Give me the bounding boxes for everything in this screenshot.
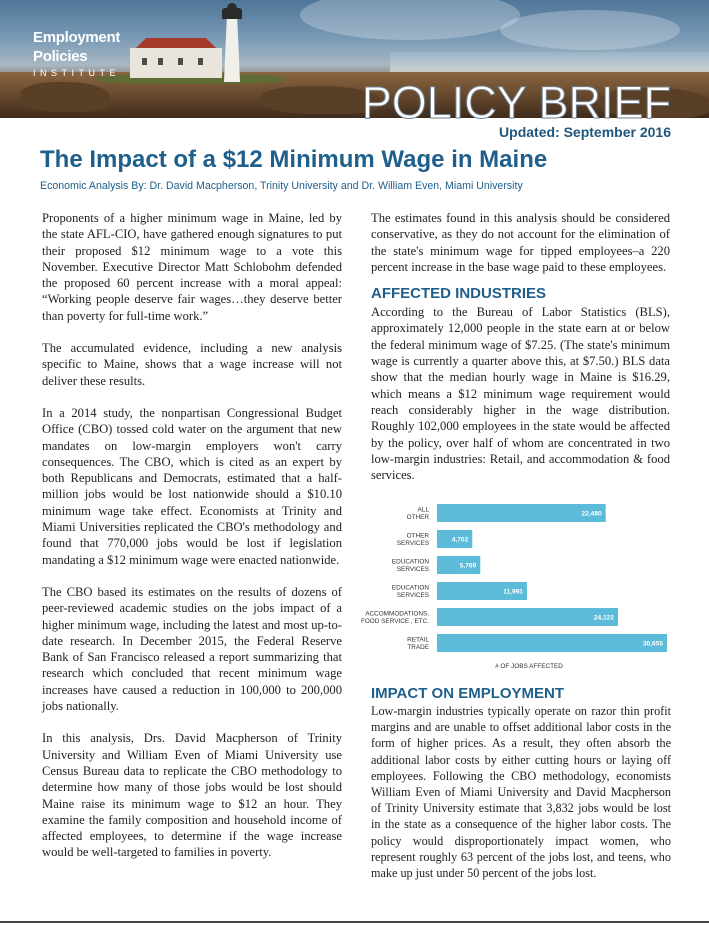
logo-line-1: Employment bbox=[33, 29, 121, 46]
house-window bbox=[142, 58, 147, 65]
left-column bbox=[42, 210, 342, 877]
lighthouse-lantern bbox=[222, 8, 242, 19]
house-window bbox=[198, 58, 203, 65]
bar-5 bbox=[437, 634, 667, 652]
bar-value-label-2: 5,769 bbox=[459, 562, 477, 570]
paragraph: In this analysis, Drs. David Macpherson of Trinity University and William Even of Miami University use Census Bureau data to replicate the CBO methodology to determine how many of those jobs would be lost should Maine raise its minimum wage to $12 an hour. They examine the family composition and household income of affected employees, to determine if the wage increase would be well-targeted to families in poverty. bbox=[42, 731, 342, 860]
category-label-4-0: ACCOMMODATIONS, bbox=[365, 610, 429, 618]
policy-brief-label: POLICY BRIEF bbox=[361, 77, 671, 128]
category-label-0-0: ALL bbox=[417, 506, 429, 514]
bar-value-label-0: 22,480 bbox=[581, 510, 602, 518]
x-axis-label: # OF JOBS AFFECTED bbox=[495, 663, 563, 668]
category-label-3-0: EDUCATION bbox=[391, 584, 429, 592]
bar-value-label-4: 24,122 bbox=[593, 614, 614, 622]
category-label-1-1: SERVICES bbox=[396, 539, 429, 547]
category-label-5-0: RETAIL bbox=[407, 636, 429, 644]
jobs-affected-chart bbox=[346, 496, 676, 668]
logo-line-2: Policies bbox=[33, 48, 88, 65]
bar-value-label-3: 11,991 bbox=[503, 588, 523, 596]
house-window bbox=[178, 58, 183, 65]
paragraph: According to the Bureau of Labor Statistics (BLS), approximately 12,000 people in the state earn at or below the federal minimum wage of $7.25. (The state's minimum wage is currently a quarter above this, at $7.50.) BLS data show that the median hourly wage in Maine is $16.29, which means a $12 minimum wage requirement would reach considerably higher in the wage distribution. Roughly 102,000 employees in the state would be affected by the policy, over half of whom are concentrated in two low-margin industries: Retail, and accommodation & food services. bbox=[371, 305, 670, 483]
paragraph: The accumulated evidence, including a new analysis specific to Maine, shows that a wage increase will not deliver these results. bbox=[42, 341, 342, 388]
category-label-0-1: OTHER bbox=[406, 513, 429, 521]
logo-line-3: INSTITUTE bbox=[33, 68, 120, 78]
page-title: The Impact of a $12 Minimum Wage in Maine bbox=[40, 146, 548, 173]
bar-chart-svg bbox=[346, 496, 676, 668]
paragraph: Proponents of a higher minimum wage in Maine, led by the state AFL-CIO, have gathered enough signatures to put their proposed $12 minimum wage to a vote this November. Executive Director Matt Schlobohm defended the proposed 60 percent increase with a moral appeal: “Working people deserve fair wages…they deserve better than poverty for full-time work.” bbox=[42, 211, 342, 323]
bottom-rule bbox=[0, 921, 709, 923]
bar-4 bbox=[437, 608, 618, 626]
byline: Economic Analysis By: Dr. David Macpherson, Trinity University and Dr. William Even, Miami University bbox=[40, 180, 523, 192]
section-heading-impact: IMPACT ON EMPLOYMENT bbox=[371, 685, 565, 702]
category-label-3-1: SERVICES bbox=[396, 591, 429, 599]
cloud-shape bbox=[500, 10, 680, 50]
updated-date: Updated: September 2016 bbox=[499, 124, 671, 140]
paragraph: In a 2014 study, the nonpartisan Congressional Budget Office (CBO) tossed cold water on the argument that new mandates on low-margin employers won't carry consequences. The CBO, which is cited as an expert by both Republicans and Democrats, estimated that a half-million jobs would be lost nationwide should a $10.10 minimum wage take effect. Economists at Trinity and Miami Universities replicated the CBO's methodology and found that 770,000 jobs would be lost if legislation mandating a $12 minimum wage were enacted nationwide. bbox=[42, 405, 342, 567]
bar-value-label-5: 30,655 bbox=[642, 640, 663, 648]
paragraph: Low-margin industries typically operate on razor thin profit margins and are unable to offset additional labor costs in the form of higher prices. As a result, they often absorb the additional labor costs by either cutting hours or laying off employees. Following the CBO methodology, economists William Even of Miami University and David Macpherson of Trinity University estimate that 3,832 jobs would be lost in the state as a consequence of the higher labor costs. The policy would disproportionately impact women, who represent roughly 63 percent of the jobs lost, and teens, who make up just under 50 percent of the jobs lost. bbox=[371, 704, 671, 881]
category-label-2-0: EDUCATION bbox=[391, 558, 429, 566]
bar-0 bbox=[437, 504, 606, 522]
right-column bbox=[371, 210, 670, 499]
impact-column bbox=[371, 703, 671, 881]
cloud-shape bbox=[300, 0, 520, 40]
rock-shape bbox=[20, 82, 110, 112]
lighthouse-tower bbox=[224, 16, 240, 82]
category-label-2-1: SERVICES bbox=[396, 565, 429, 573]
epi-logo bbox=[33, 28, 120, 78]
bar-value-label-1: 4,702 bbox=[451, 536, 469, 544]
lighthouse-cap bbox=[227, 3, 237, 9]
paragraph: The CBO based its estimates on the results of dozens of peer-reviewed academic studies on the jobs impact of a higher minimum wage, including the latest and most up-to-date research. In December 2015, the Federal Reserve Bank of San Francisco released a report summarizing that research which concluded that recent minimum wage increases have caused a reduction in 100,000 to 200,000 jobs nationally. bbox=[42, 584, 342, 714]
house-window bbox=[158, 58, 163, 65]
category-label-1-0: OTHER bbox=[406, 532, 429, 540]
category-label-5-1: TRADE bbox=[407, 643, 429, 651]
category-label-4-1: FOOD SERVICE , ETC. bbox=[360, 617, 429, 625]
paragraph: The estimates found in this analysis should be considered conservative, as they do not account for the elimination of the state's minimum wage for tipped employees–a 220 percent increase in the base wage paid to these employees. bbox=[371, 211, 670, 274]
section-heading-affected: AFFECTED INDUSTRIES bbox=[371, 285, 547, 303]
